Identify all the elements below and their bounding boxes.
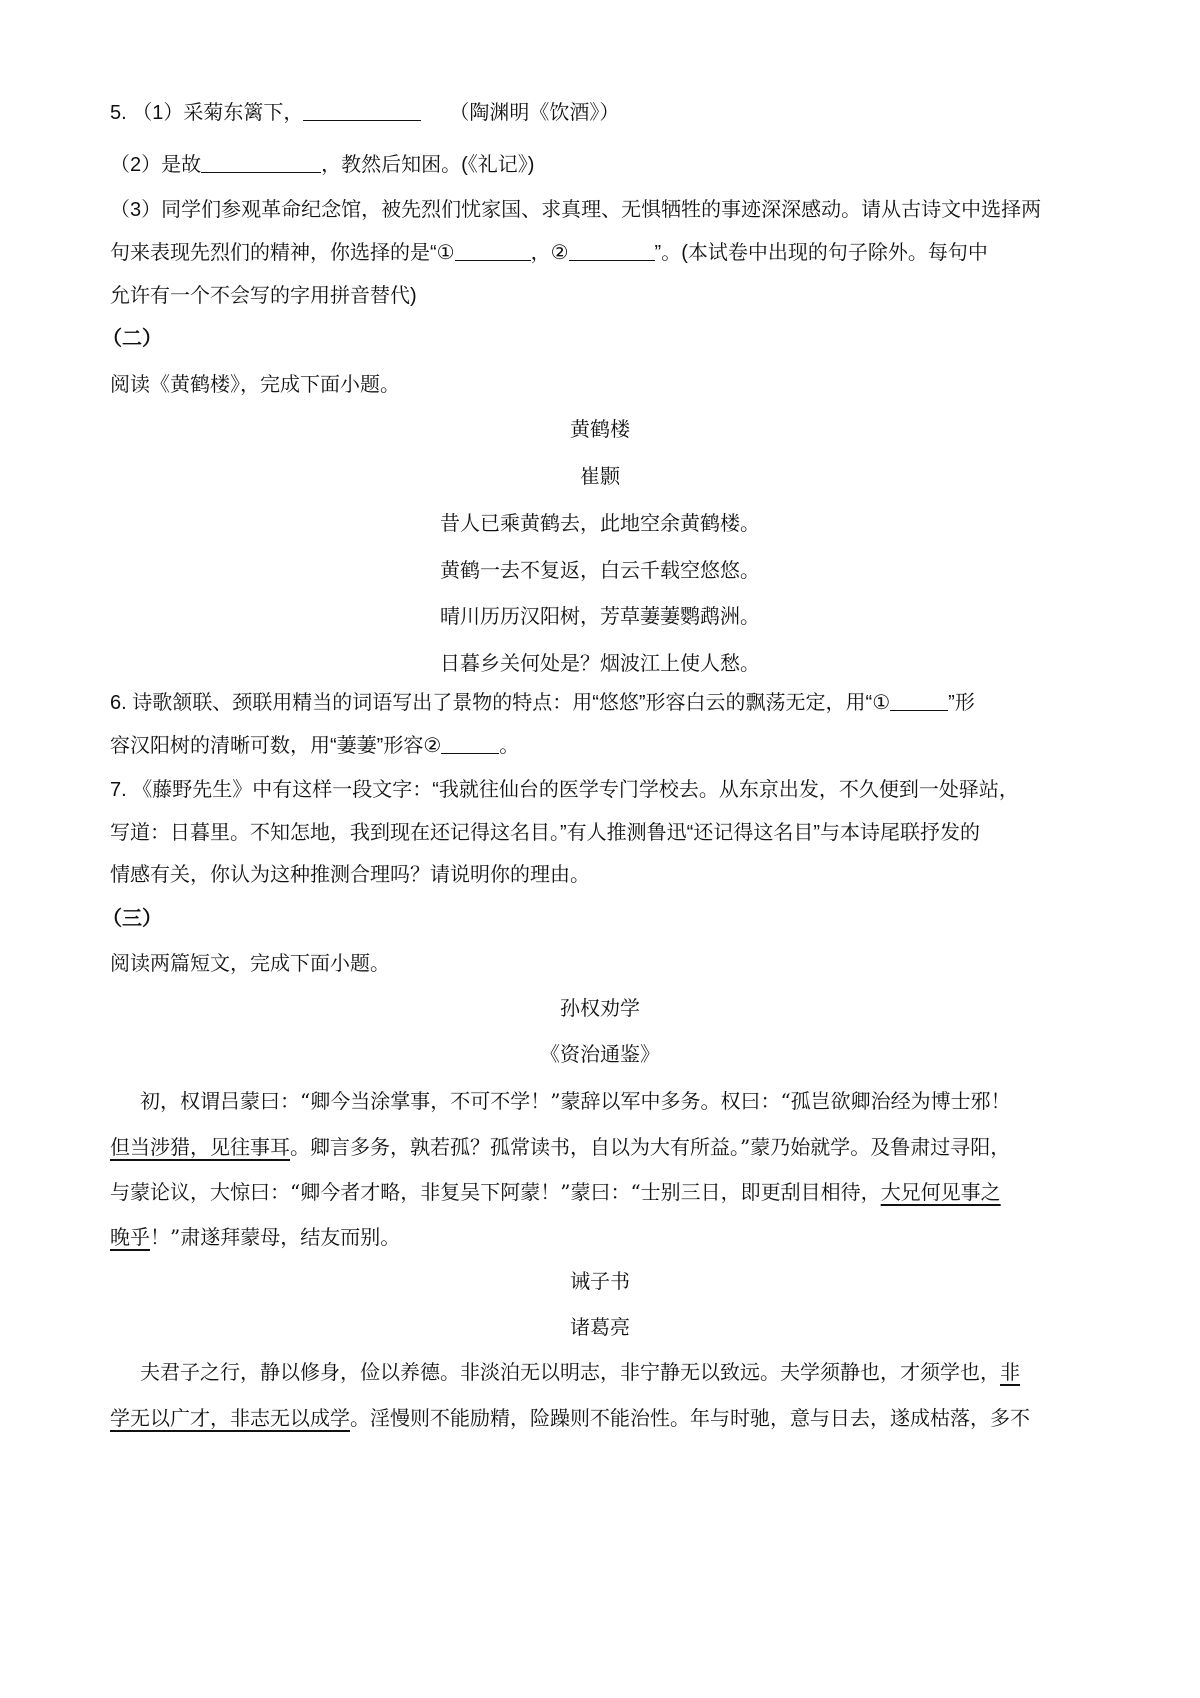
text2-line2-rest: 。淫慢则不能励精，险躁则不能治性。年与时驰，意与日去，遂成枯落，多不 <box>350 1406 1030 1430</box>
poem-title: 黄鹤楼 <box>570 417 630 441</box>
section2-intro: 阅读《黄鹤楼》，完成下面小题。 <box>110 374 400 396</box>
q6-text-c: 容汉阳树的清晰可数，用“萋萋”形容② <box>110 735 442 757</box>
q5-blank-1[interactable] <box>303 98 421 121</box>
text2-title: 诫子书 <box>570 1269 630 1293</box>
q5-part3-line2 <box>110 238 1100 268</box>
poem-line-3: 晴川历历汉阳树，芳草萋萋鹦鹉洲。 <box>440 604 760 628</box>
q5-part3-text-a: 句来表现先烈们的精神，你选择的是“① <box>110 242 455 264</box>
text2-line1 <box>140 1357 1100 1387</box>
text1-line3-text: 与蒙论议，大惊曰：“卿今者才略，非复吴下阿蒙！”蒙曰：“士别三日，即更刮目相待， <box>110 1180 881 1204</box>
q7-line1: 7. 《藤野先生》中有这样一段文字：“我就往仙台的医学专门学校去。从东京出发，不久便到一处驿站， <box>110 779 1019 801</box>
poem-line-1: 昔人已乘黄鹤去，此地空余黄鹤楼。 <box>440 511 760 535</box>
text1-line4-rest: ！”肃遂拜蒙母，结友而别。 <box>150 1225 401 1249</box>
q5-part1-text: 5. （1）采菊东篱下， <box>110 102 304 124</box>
text2-line1-text: 夫君子之行，静以修身，俭以养德。非淡泊无以明志，非宁静无以致远。夫学须静也，才须学也， <box>140 1360 1000 1384</box>
text1-line3 <box>110 1177 1100 1207</box>
q5-part3-line1: （3）同学们参观革命纪念馆，被先烈们忧家国、求真理、无惧牺牲的事迹深深感动。请从古诗文中选择两 <box>110 199 1042 221</box>
text1-source: 《资治通鉴》 <box>540 1042 660 1066</box>
section3-intro: 阅读两篇短文，完成下面小题。 <box>110 953 390 975</box>
q5-part2-source: ，教然后知困。(《礼记》) <box>321 154 535 176</box>
poem-line-4: 日暮乡关何处是？烟波江上使人愁。 <box>440 651 760 675</box>
q6-line1 <box>110 688 1100 718</box>
q6-text-b: ”形 <box>948 692 975 714</box>
q7-line3: 情感有关，你认为这种推测合理吗？请说明你的理由。 <box>110 864 590 886</box>
q5-part2-text: （2）是故 <box>110 154 202 176</box>
text2-underlined-2: 学无以广才，非志无以成学 <box>110 1406 350 1430</box>
poem-line-2: 黄鹤一去不复返，白云千载空悠悠。 <box>440 558 760 582</box>
q6-text-d: 。 <box>499 735 520 757</box>
q5-blank-3[interactable] <box>455 238 531 261</box>
poem-author: 崔颢 <box>580 464 620 488</box>
section3-heading: （三） <box>102 908 162 930</box>
text2-line2 <box>110 1403 1100 1433</box>
q5-part3-text-c: ”。(本试卷中出现的句子除外。每句中 <box>654 242 988 264</box>
q5-part3-line3: 允许有一个不会写的字用拼音替代) <box>110 285 417 307</box>
q5-part3-text-b: ，② <box>530 242 569 264</box>
q5-part1 <box>110 98 1100 128</box>
q5-blank-4[interactable] <box>569 238 655 261</box>
q6-blank-2[interactable] <box>441 731 499 754</box>
q5-part1-source: （陶渊明《饮酒》） <box>449 102 620 124</box>
q6-blank-1[interactable] <box>890 688 948 711</box>
text1-underlined-3: 晚乎 <box>110 1225 150 1249</box>
text1-title: 孙权劝学 <box>560 996 640 1020</box>
q5-part2 <box>110 150 1100 180</box>
text1-line2-rest: 。卿言多务，孰若孤？孤常读书，自以为大有所益。”蒙乃始就学。及鲁肃过寻阳， <box>290 1135 1011 1159</box>
text1-line2 <box>110 1132 1100 1162</box>
text2-underlined-1: 非 <box>1000 1360 1020 1384</box>
q7-line2: 写道：日暮里。不知怎地，我到现在还记得这名目。”有人推测鲁迅“还记得这名目”与本诗尾联抒发的 <box>110 822 980 844</box>
text1-underlined-2: 大兄何见事之 <box>880 1180 1001 1204</box>
text1-line1: 初，权谓吕蒙曰：“卿今当涂掌事，不可不学！”蒙辞以军中多务。权曰：“孤岂欲卿治经为博士邪！ <box>140 1089 1011 1113</box>
q5-blank-2[interactable] <box>201 150 321 173</box>
text1-line4 <box>110 1222 1100 1252</box>
q6-line2 <box>110 731 1100 761</box>
text2-author: 诸葛亮 <box>570 1315 630 1339</box>
q6-text-a: 6. 诗歌颔联、颈联用精当的词语写出了景物的特点：用“悠悠”形容白云的飘荡无定，用“① <box>110 692 891 714</box>
text1-underlined-1: 但当涉猎，见往事耳 <box>110 1135 290 1159</box>
section2-heading: （二） <box>102 328 162 350</box>
